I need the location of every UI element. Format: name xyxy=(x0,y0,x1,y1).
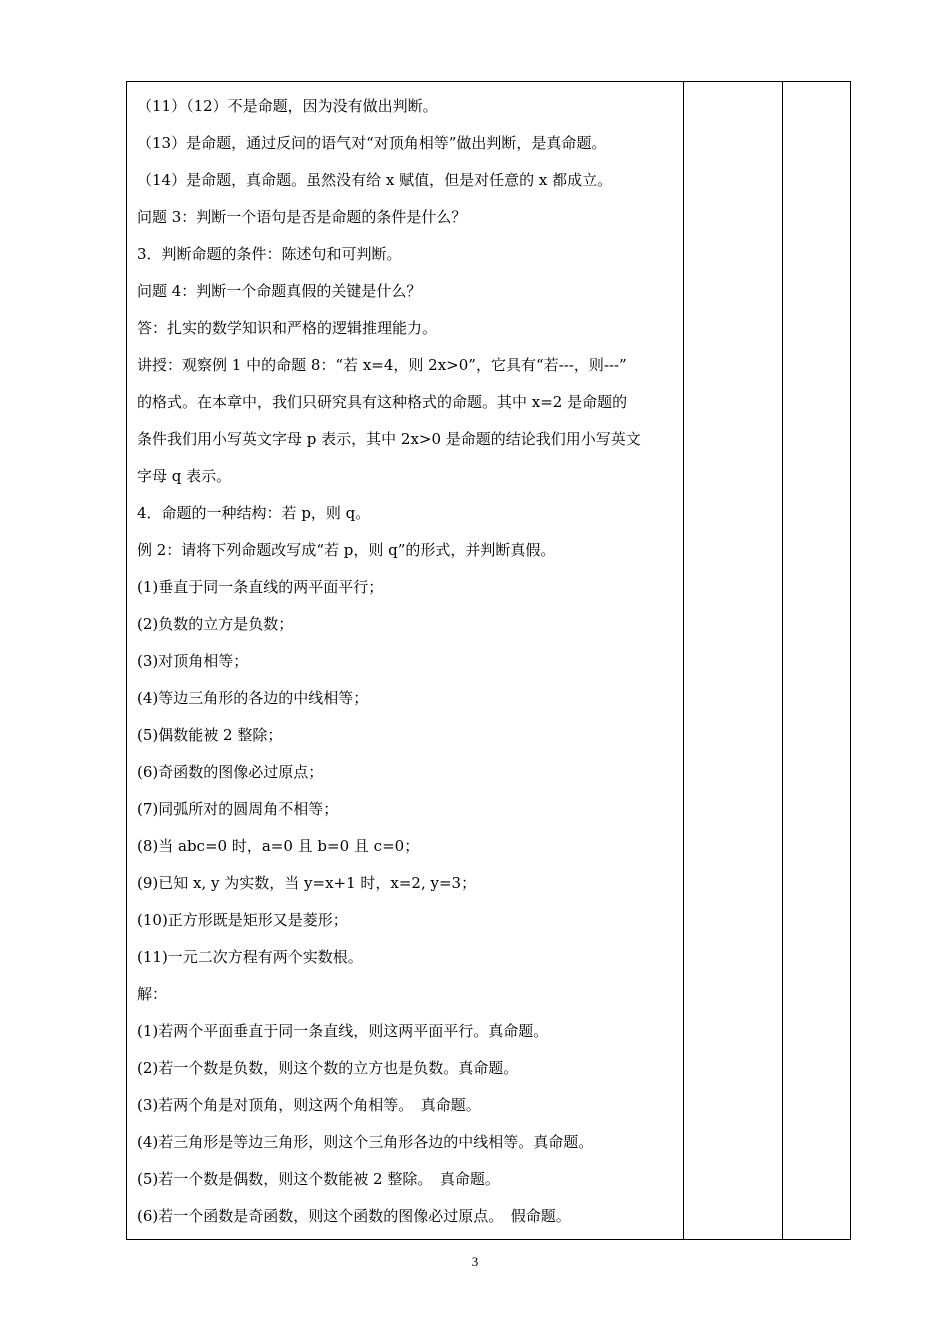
content-column xyxy=(127,82,684,1239)
text-line: 4．命题的一种结构：若 p，则 q。 xyxy=(137,504,371,522)
empty-column-3 xyxy=(783,82,849,1239)
text-line: (4)等边三角形的各边的中线相等； xyxy=(137,689,369,707)
empty-column-2 xyxy=(684,82,783,1239)
text-line: 3．判断命题的条件：陈述句和可判断。 xyxy=(137,245,402,263)
text-line: (8)当 abc=0 时，a=0 且 b=0 且 c=0； xyxy=(137,837,420,855)
text-line: (5)偶数能被 2 整除； xyxy=(137,726,283,744)
text-line: (4)若三角形是等边三角形，则这个三角形各边的中线相等。真命题。 xyxy=(137,1133,594,1151)
text-line: (2)负数的立方是负数； xyxy=(137,615,294,633)
text-line: (1)垂直于同一条直线的两平面平行； xyxy=(137,578,384,596)
lesson-table xyxy=(126,81,851,1240)
text-line: 答：扎实的数学知识和严格的逻辑推理能力。 xyxy=(137,319,438,337)
text-line: （11）（12）不是命题，因为没有做出判断。 xyxy=(137,97,438,115)
text-line: (3)对顶角相等； xyxy=(137,652,249,670)
text-line: (6)奇函数的图像必过原点； xyxy=(137,763,324,781)
text-line: 解： xyxy=(137,985,168,1003)
text-line: 例 2：请将下列命题改写成“若 p，则 q”的形式，并判断真假。 xyxy=(137,541,556,559)
text-line: （13）是命题，通过反问的语气对“对顶角相等”做出判断，是真命题。 xyxy=(137,134,607,152)
text-line: (11)一元二次方程有两个实数根。 xyxy=(137,948,363,966)
text-line: （14）是命题，真命题。虽然没有给 x 赋值，但是对任意的 x 都成立。 xyxy=(137,171,613,189)
text-line: (7)同弧所对的圆周角不相等； xyxy=(137,800,339,818)
text-line: (5)若一个数是偶数，则这个数能被 2 整除。 真命题。 xyxy=(137,1170,500,1188)
page-number: 3 xyxy=(471,1254,479,1269)
text-line: (10)正方形既是矩形又是菱形； xyxy=(137,911,348,929)
text-line: (6)若一个函数是奇函数，则这个函数的图像必过原点。 假命题。 xyxy=(137,1207,571,1225)
text-line: 讲授：观察例 1 中的命题 8：“若 x=4，则 2x>0”，它具有“若---，则---” xyxy=(137,356,627,374)
text-line: 条件我们用小写英文字母 p 表示，其中 2x>0 是命题的结论我们用小写英文 xyxy=(137,430,641,448)
text-line: (9)已知 x, y 为实数，当 y=x+1 时，x=2, y=3； xyxy=(137,874,477,892)
text-line: (3)若两个角是对顶角，则这两个角相等。 真命题。 xyxy=(137,1096,481,1114)
text-line: 问题 4：判断一个命题真假的关键是什么？ xyxy=(137,282,422,300)
text-line: 字母 q 表示。 xyxy=(137,467,232,485)
text-line: 的格式。在本章中，我们只研究具有这种格式的命题。其中 x=2 是命题的 xyxy=(137,393,628,411)
text-line: (1)若两个平面垂直于同一条直线，则这两平面平行。真命题。 xyxy=(137,1022,549,1040)
text-line: (2)若一个数是负数，则这个数的立方也是负数。真命题。 xyxy=(137,1059,519,1077)
text-line: 问题 3：判断一个语句是否是命题的条件是什么？ xyxy=(137,208,467,226)
content-lines xyxy=(137,88,677,1235)
